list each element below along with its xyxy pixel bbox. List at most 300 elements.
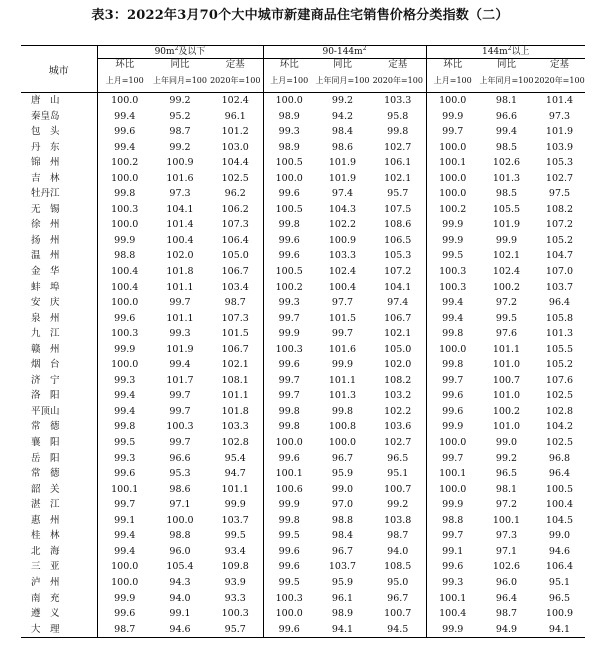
index-value-cell: 99.8 xyxy=(370,124,426,140)
index-value-cell: 102.5 xyxy=(545,437,574,449)
index-value-cell: 95.1 xyxy=(548,576,571,588)
index-value-cell: 98.4 xyxy=(331,126,354,138)
table-row xyxy=(21,404,585,420)
index-value-cell: 102.2 xyxy=(370,404,426,420)
index-value-cell: 99.9 xyxy=(442,219,464,231)
table-row xyxy=(21,606,585,622)
city-name-cell: 岳 阳 xyxy=(21,451,97,467)
index-value-cell: 99.4 xyxy=(114,141,136,153)
index-value-cell: 101.1 xyxy=(208,388,263,404)
index-value-cell: 103.2 xyxy=(370,388,426,404)
index-value-cell: 99.6 xyxy=(278,188,300,200)
index-value-cell: 102.0 xyxy=(166,250,194,262)
index-value-cell: 103.3 xyxy=(370,93,426,109)
index-value-cell: 100.0 xyxy=(111,297,139,309)
city-name-cell: 蚌 埠 xyxy=(21,280,97,296)
index-value-cell: 102.4 xyxy=(208,93,263,109)
index-value-cell: 100.7 xyxy=(370,606,426,622)
index-value-cell: 101.4 xyxy=(545,95,574,106)
index-value-cell: 100.5 xyxy=(545,483,574,495)
index-value-cell: 100.1 xyxy=(439,592,467,604)
index-value-cell: 100.9 xyxy=(166,157,194,169)
index-value-cell: 97.7 xyxy=(331,297,354,309)
index-value-cell: 99.8 xyxy=(331,405,354,417)
city-name-cell: 牡丹江 xyxy=(21,186,97,202)
index-value-cell: 99.7 xyxy=(278,312,300,324)
index-value-cell: 102.1 xyxy=(370,171,426,187)
city-name-cell: 济 宁 xyxy=(21,373,97,389)
index-value-cell: 105.2 xyxy=(545,234,574,246)
index-value-cell: 105.3 xyxy=(370,248,426,264)
index-value-cell: 99.6 xyxy=(278,545,300,557)
sub-header-fixed: 定基 xyxy=(370,59,426,71)
index-value-cell: 99.1 xyxy=(169,608,191,620)
index-value-cell: 99.0 xyxy=(495,437,518,449)
index-value-cell: 103.4 xyxy=(208,280,263,296)
table-row xyxy=(21,544,585,560)
index-value-cell: 99.7 xyxy=(114,499,136,511)
index-value-cell: 96.5 xyxy=(370,451,426,467)
index-value-cell: 100.3 xyxy=(208,606,263,622)
index-value-cell: 99.6 xyxy=(442,561,464,573)
index-value-cell: 99.7 xyxy=(169,297,191,309)
index-value-cell: 100.2 xyxy=(492,405,521,417)
index-value-cell: 101.9 xyxy=(328,172,357,184)
index-value-cell: 100.4 xyxy=(439,608,467,620)
index-value-cell: 107.3 xyxy=(208,217,263,233)
index-value-cell: 97.3 xyxy=(495,530,518,542)
table-row xyxy=(21,388,585,404)
index-value-cell: 107.3 xyxy=(208,311,263,327)
table-row xyxy=(21,591,585,607)
index-value-cell: 99.9 xyxy=(114,234,136,246)
index-value-cell: 101.5 xyxy=(328,312,357,324)
index-value-cell: 98.8 xyxy=(114,250,136,262)
index-value-cell: 106.2 xyxy=(208,202,263,218)
index-value-cell: 99.6 xyxy=(114,608,136,620)
index-value-cell: 102.0 xyxy=(370,357,426,373)
index-value-cell: 100.3 xyxy=(111,328,139,340)
index-value-cell: 97.3 xyxy=(169,188,191,200)
city-name-cell: 平顶山 xyxy=(21,404,97,420)
sub-header-yoy: 同比 xyxy=(496,59,516,70)
index-value-cell: 99.9 xyxy=(208,497,263,513)
index-value-cell: 99.2 xyxy=(495,452,518,464)
index-value-cell: 94.1 xyxy=(534,622,585,638)
index-value-cell: 96.7 xyxy=(331,545,354,557)
index-value-cell: 103.7 xyxy=(328,561,357,573)
index-value-cell: 99.4 xyxy=(169,359,191,371)
sub-header-yoy: 同比 xyxy=(332,59,352,70)
city-name-cell: 金 华 xyxy=(21,264,97,280)
index-value-cell: 99.9 xyxy=(442,234,464,246)
index-value-cell: 108.5 xyxy=(370,559,426,575)
index-value-cell: 97.2 xyxy=(495,297,518,309)
index-value-cell: 99.9 xyxy=(442,421,464,433)
table-row xyxy=(21,217,585,233)
index-value-cell: 99.6 xyxy=(278,359,300,371)
index-value-cell: 95.9 xyxy=(331,576,354,588)
base-label-yoy: 上年同月=100 xyxy=(152,70,208,93)
index-value-cell: 99.5 xyxy=(114,437,136,449)
table-row xyxy=(21,93,585,109)
city-name-cell: 赣 州 xyxy=(21,342,97,358)
index-value-cell: 96.0 xyxy=(169,545,191,557)
sub-header-mom: 环比 xyxy=(115,59,135,70)
city-name-cell: 无 锡 xyxy=(21,202,97,218)
index-value-cell: 95.9 xyxy=(331,468,354,480)
index-value-cell: 100.0 xyxy=(439,188,467,200)
index-value-cell: 99.8 xyxy=(442,328,464,340)
index-value-cell: 95.7 xyxy=(208,622,263,638)
index-value-cell: 101.0 xyxy=(492,390,521,402)
table-row xyxy=(21,559,585,575)
index-value-cell: 101.9 xyxy=(328,157,357,169)
index-value-cell: 101.7 xyxy=(166,374,194,386)
index-value-cell: 106.7 xyxy=(370,311,426,327)
index-value-cell: 98.7 xyxy=(169,126,191,138)
index-value-cell: 97.1 xyxy=(495,545,518,557)
index-value-cell: 100.0 xyxy=(111,561,139,573)
index-value-cell: 100.0 xyxy=(439,343,467,355)
page-title: 表3：2022年3月70个大中城市新建商品住宅销售价格分类指数（二） xyxy=(91,8,509,23)
index-value-cell: 99.7 xyxy=(442,452,464,464)
index-value-cell: 99.6 xyxy=(442,405,464,417)
index-value-cell: 94.6 xyxy=(548,545,571,557)
index-value-cell: 103.7 xyxy=(208,513,263,529)
index-value-cell: 95.8 xyxy=(370,109,426,125)
index-value-cell: 102.4 xyxy=(328,266,357,278)
index-value-cell: 107.6 xyxy=(545,374,574,386)
index-value-cell: 96.2 xyxy=(208,186,263,202)
index-value-cell: 102.1 xyxy=(370,326,426,342)
index-value-cell: 99.8 xyxy=(278,514,300,526)
city-name-cell: 常 德 xyxy=(21,419,97,435)
city-name-cell: 洛 阳 xyxy=(21,388,97,404)
sub-header-mom: 环比 xyxy=(279,59,299,70)
index-value-cell: 96.4 xyxy=(548,297,571,309)
index-value-cell: 106.1 xyxy=(370,155,426,171)
index-value-cell: 105.5 xyxy=(492,203,521,215)
index-value-cell: 100.2 xyxy=(275,281,303,293)
index-value-cell: 106.4 xyxy=(208,233,263,249)
index-value-cell: 95.4 xyxy=(208,451,263,467)
index-value-cell: 98.7 xyxy=(370,528,426,544)
index-value-cell: 100.5 xyxy=(275,203,303,215)
price-index-table xyxy=(21,45,585,638)
index-value-cell: 101.3 xyxy=(545,328,574,340)
index-value-cell: 99.1 xyxy=(442,545,464,557)
index-value-cell: 99.6 xyxy=(263,622,315,638)
index-value-cell: 98.5 xyxy=(495,188,518,200)
index-value-cell: 99.4 xyxy=(442,297,464,309)
index-value-cell: 100.2 xyxy=(492,281,521,293)
index-value-cell: 108.1 xyxy=(208,373,263,389)
index-value-cell: 100.0 xyxy=(111,359,139,371)
index-value-cell: 99.8 xyxy=(278,405,300,417)
index-value-cell: 98.4 xyxy=(331,530,354,542)
base-label-fixed: 2020年=100 xyxy=(370,70,426,93)
index-value-cell: 99.6 xyxy=(278,250,300,262)
index-value-cell: 99.2 xyxy=(169,95,191,106)
index-value-cell: 107.2 xyxy=(370,264,426,280)
index-value-cell: 101.1 xyxy=(208,482,263,498)
city-name-cell: 烟 台 xyxy=(21,357,97,373)
index-value-cell: 100.3 xyxy=(166,421,194,433)
index-value-cell: 94.3 xyxy=(169,576,191,588)
index-value-cell: 96.7 xyxy=(370,591,426,607)
table-row xyxy=(21,466,585,482)
index-value-cell: 96.7 xyxy=(331,452,354,464)
table-row xyxy=(21,202,585,218)
index-value-cell: 104.2 xyxy=(545,421,574,433)
index-value-cell: 102.5 xyxy=(208,171,263,187)
index-value-cell: 101.4 xyxy=(166,219,194,231)
index-value-cell: 100.1 xyxy=(439,157,467,169)
index-value-cell: 100.4 xyxy=(111,266,139,278)
index-value-cell: 99.6 xyxy=(442,390,464,402)
index-value-cell: 100.0 xyxy=(166,514,194,526)
index-value-cell: 100.0 xyxy=(439,141,467,153)
index-value-cell: 94.1 xyxy=(315,622,370,638)
city-name-cell: 徐 州 xyxy=(21,217,97,233)
table-row xyxy=(21,280,585,296)
table-row xyxy=(21,342,585,358)
index-value-cell: 100.4 xyxy=(545,499,574,511)
index-value-cell: 102.6 xyxy=(492,561,521,573)
index-value-cell: 97.4 xyxy=(370,295,426,311)
index-value-cell: 99.7 xyxy=(442,530,464,542)
group-header-144-above: $144m^2$以上 xyxy=(426,46,585,59)
index-value-cell: 100.8 xyxy=(328,421,357,433)
index-value-cell: 100.0 xyxy=(439,172,467,184)
city-column-header: 城市 xyxy=(21,46,97,93)
group-header-90-below: $90m^2$及以下 xyxy=(97,46,263,59)
index-value-cell: 101.1 xyxy=(492,343,521,355)
index-value-cell: 103.3 xyxy=(328,250,357,262)
index-value-cell: 98.7 xyxy=(495,608,518,620)
table-row xyxy=(21,326,585,342)
index-value-cell: 100.6 xyxy=(275,483,303,495)
index-value-cell: 100.1 xyxy=(439,468,467,480)
index-value-cell: 98.8 xyxy=(331,514,354,526)
table-row xyxy=(21,528,585,544)
city-name-cell: 桂 林 xyxy=(21,528,97,544)
index-value-cell: 99.9 xyxy=(442,499,464,511)
index-value-cell: 100.3 xyxy=(275,343,303,355)
index-value-cell: 99.2 xyxy=(169,141,191,153)
city-name-cell: 遵 义 xyxy=(21,606,97,622)
index-value-cell: 94.5 xyxy=(370,622,426,638)
index-value-cell: 99.6 xyxy=(114,468,136,480)
city-name-cell: 唐 山 xyxy=(21,93,97,109)
index-value-cell: 94.6 xyxy=(152,622,208,638)
index-value-cell: 99.5 xyxy=(278,530,300,542)
index-value-cell: 95.3 xyxy=(169,468,191,480)
index-value-cell: 99.3 xyxy=(114,452,136,464)
table-row xyxy=(21,419,585,435)
index-value-cell: 99.0 xyxy=(548,530,571,542)
table-row xyxy=(21,186,585,202)
index-value-cell: 106.7 xyxy=(208,264,263,280)
index-value-cell: 101.9 xyxy=(545,126,574,138)
index-value-cell: 103.6 xyxy=(370,419,426,435)
index-value-cell: 96.4 xyxy=(495,592,518,604)
index-value-cell: 100.0 xyxy=(275,437,303,449)
index-value-cell: 99.8 xyxy=(278,219,300,231)
city-name-cell: 包 头 xyxy=(21,124,97,140)
index-value-cell: 106.7 xyxy=(208,342,263,358)
index-value-cell: 99.3 xyxy=(278,126,300,138)
index-value-cell: 99.9 xyxy=(114,343,136,355)
table-row xyxy=(21,295,585,311)
index-value-cell: 100.7 xyxy=(492,374,521,386)
index-value-cell: 99.8 xyxy=(442,359,464,371)
table-row xyxy=(21,233,585,249)
city-name-cell: 吉 林 xyxy=(21,171,97,187)
index-value-cell: 105.5 xyxy=(545,343,574,355)
index-value-cell: 99.7 xyxy=(169,390,191,402)
group-header-90-144: $90-144m^2$ xyxy=(263,46,426,59)
index-value-cell: 101.1 xyxy=(166,281,194,293)
sub-header-fixed: 定基 xyxy=(550,59,570,70)
index-value-cell: 101.0 xyxy=(492,359,521,371)
base-label-fixed: 2020年=100 xyxy=(208,70,263,93)
index-value-cell: 107.2 xyxy=(545,219,574,231)
index-value-cell: 99.9 xyxy=(442,110,464,122)
index-value-cell: 97.6 xyxy=(495,328,518,340)
index-value-cell: 98.1 xyxy=(495,483,518,495)
index-value-cell: 100.2 xyxy=(439,203,467,215)
index-value-cell: 99.7 xyxy=(278,390,300,402)
index-value-cell: 103.9 xyxy=(545,141,574,153)
index-value-cell: 96.1 xyxy=(208,109,263,125)
index-value-cell: 96.8 xyxy=(548,452,571,464)
index-value-cell: 100.0 xyxy=(275,172,303,184)
index-value-cell: 95.0 xyxy=(370,575,426,591)
index-value-cell: 99.4 xyxy=(114,405,136,417)
index-value-cell: 98.6 xyxy=(169,483,191,495)
index-value-cell: 100.0 xyxy=(275,95,303,106)
index-value-cell: 99.8 xyxy=(278,421,300,433)
index-value-cell: 99.9 xyxy=(278,328,300,340)
table-row xyxy=(21,575,585,591)
sub-header-mom: 环比 xyxy=(443,59,463,70)
index-value-cell: 102.2 xyxy=(328,219,357,231)
index-value-cell: 94.0 xyxy=(169,592,191,604)
index-value-cell: 102.7 xyxy=(545,172,574,184)
index-value-cell: 100.5 xyxy=(275,266,303,278)
index-value-cell: 99.7 xyxy=(331,328,354,340)
table-row xyxy=(21,248,585,264)
index-value-cell: 99.3 xyxy=(169,328,191,340)
index-value-cell: 99.5 xyxy=(442,250,464,262)
index-value-cell: 104.5 xyxy=(545,514,574,526)
index-value-cell: 104.7 xyxy=(545,250,574,262)
index-value-cell: 100.1 xyxy=(111,483,139,495)
index-value-cell: 96.1 xyxy=(331,592,354,604)
index-value-cell: 98.7 xyxy=(97,622,152,638)
table-body xyxy=(21,93,585,638)
index-value-cell: 99.6 xyxy=(114,312,136,324)
index-value-cell: 101.1 xyxy=(328,374,357,386)
index-value-cell: 93.3 xyxy=(208,591,263,607)
table-row xyxy=(21,451,585,467)
base-label-mom: 上月=100 xyxy=(426,70,479,93)
index-value-cell: 97.1 xyxy=(169,499,191,511)
index-value-cell: 99.0 xyxy=(331,483,354,495)
city-name-cell: 湛 江 xyxy=(21,497,97,513)
index-value-cell: 100.9 xyxy=(545,608,574,620)
index-value-cell: 94.2 xyxy=(331,110,354,122)
index-value-cell: 108.2 xyxy=(545,203,574,215)
index-value-cell: 100.4 xyxy=(328,281,357,293)
table-row xyxy=(21,124,585,140)
index-value-cell: 105.8 xyxy=(545,312,574,324)
index-value-cell: 104.1 xyxy=(370,280,426,296)
index-value-cell: 99.9 xyxy=(278,499,300,511)
index-value-cell: 99.7 xyxy=(169,437,191,449)
index-value-cell: 100.3 xyxy=(275,592,303,604)
index-value-cell: 97.3 xyxy=(548,110,571,122)
index-value-cell: 100.7 xyxy=(370,482,426,498)
index-value-cell: 101.3 xyxy=(492,172,521,184)
index-value-cell: 99.9 xyxy=(114,592,136,604)
index-value-cell: 105.0 xyxy=(370,342,426,358)
index-value-cell: 94.0 xyxy=(370,544,426,560)
index-value-cell: 100.3 xyxy=(439,281,467,293)
city-name-cell: 锦 州 xyxy=(21,155,97,171)
index-value-cell: 102.8 xyxy=(208,435,263,451)
index-value-cell: 102.7 xyxy=(370,140,426,156)
index-value-cell: 97.5 xyxy=(548,188,571,200)
index-value-cell: 101.1 xyxy=(166,312,194,324)
index-value-cell: 96.0 xyxy=(495,576,518,588)
sub-header-fixed: 定基 xyxy=(208,59,263,71)
index-value-cell: 99.7 xyxy=(442,374,464,386)
city-name-cell: 南 充 xyxy=(21,591,97,607)
index-value-cell: 98.9 xyxy=(331,608,354,620)
city-name-cell: 北 海 xyxy=(21,544,97,560)
index-value-cell: 101.5 xyxy=(208,326,263,342)
index-value-cell: 96.5 xyxy=(495,468,518,480)
index-value-cell: 96.4 xyxy=(548,468,571,480)
index-value-cell: 105.3 xyxy=(545,157,574,169)
index-value-cell: 93.9 xyxy=(208,575,263,591)
city-name-cell: 泸 州 xyxy=(21,575,97,591)
index-value-cell: 101.6 xyxy=(328,343,357,355)
sub-header-yoy: 同比 xyxy=(170,59,190,70)
index-value-cell: 94.9 xyxy=(479,622,534,638)
index-value-cell: 107.5 xyxy=(370,202,426,218)
city-name-cell: 丹 东 xyxy=(21,140,97,156)
index-value-cell: 102.7 xyxy=(370,435,426,451)
index-value-cell: 99.9 xyxy=(331,359,354,371)
index-value-cell: 99.6 xyxy=(278,452,300,464)
index-value-cell: 109.8 xyxy=(208,559,263,575)
index-value-cell: 100.9 xyxy=(328,234,357,246)
index-value-cell: 99.4 xyxy=(442,312,464,324)
index-value-cell: 96.5 xyxy=(548,592,571,604)
index-value-cell: 99.4 xyxy=(495,126,518,138)
index-value-cell: 101.2 xyxy=(208,124,263,140)
index-value-cell: 99.5 xyxy=(495,312,518,324)
index-value-cell: 99.8 xyxy=(114,188,136,200)
table-row xyxy=(21,171,585,187)
index-value-cell: 100.0 xyxy=(111,219,139,231)
index-value-cell: 98.7 xyxy=(208,295,263,311)
table-row xyxy=(21,622,585,638)
